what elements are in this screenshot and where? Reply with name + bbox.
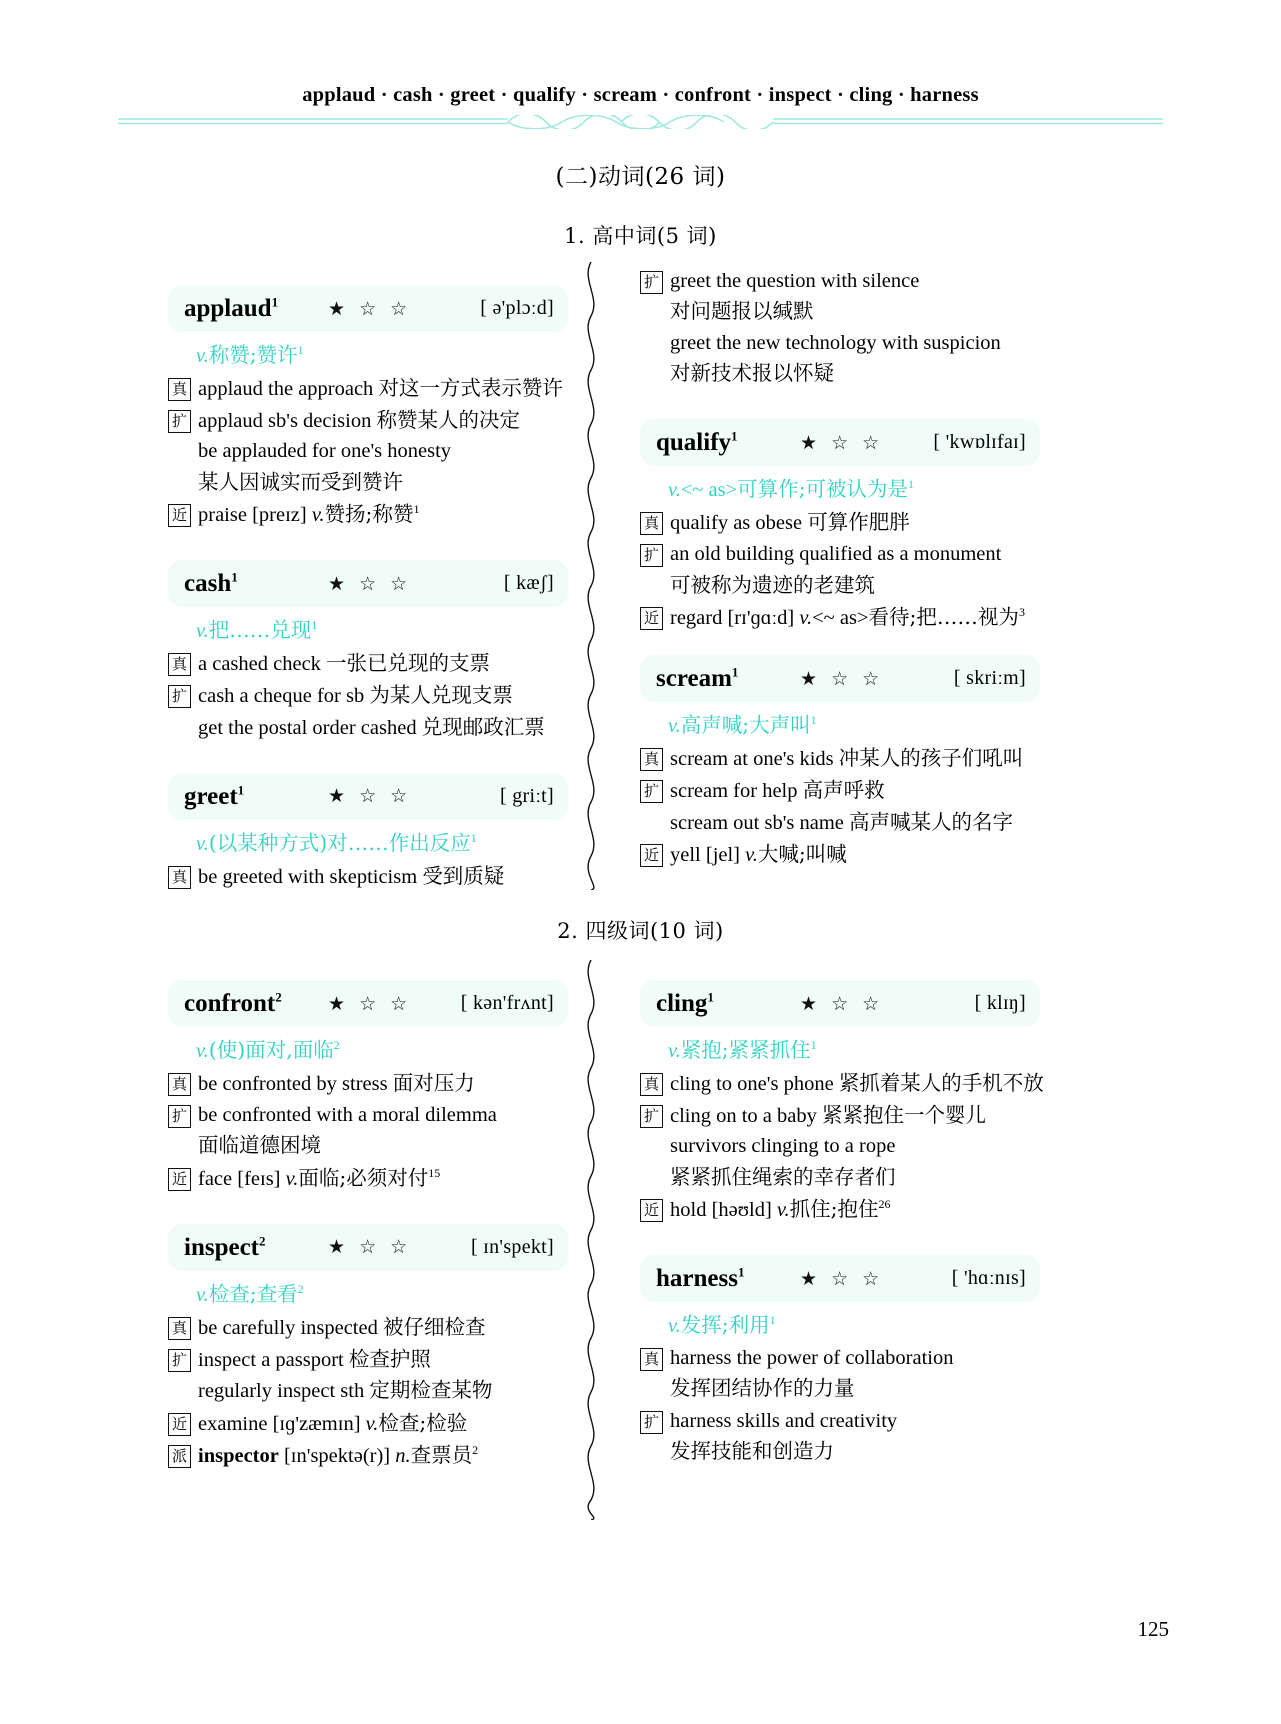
left-column-bottom: [168, 980, 568, 1471]
phonetic-cash: [ kæʃ]: [503, 572, 554, 595]
entry-applaud: [168, 285, 568, 530]
headword-harness: harness$^1$: [656, 1264, 745, 1293]
phonetic-confront: [ kən'frʌnt]: [460, 992, 554, 1014]
headword-cling: cling$^1$: [656, 989, 714, 1017]
right-column-bottom: [640, 980, 1044, 1467]
star-rating: ★ ☆ ☆: [328, 1236, 412, 1259]
entry-scream: [640, 655, 1040, 870]
example-row: 近 hold [həʊld] v.抓住;抱住$^{26}$: [640, 1194, 1040, 1225]
tag-extend-icon: 扩: [640, 271, 663, 294]
example-row: 近 examine [ɪɡ'zæmɪn] v.检查;检验: [168, 1408, 568, 1439]
tag-extend-icon: 扩: [168, 410, 191, 433]
example-row: 真 cling to one's phone 紧抓着某人的手机不放: [640, 1068, 1040, 1099]
entry-confront: [168, 980, 568, 1194]
entry-cling: [640, 980, 1044, 1225]
tag-real-icon: 真: [640, 1073, 663, 1096]
phonetic-qualify: [ 'kwɒlɪfaɪ]: [933, 431, 1026, 454]
example-row: 扩 applaud sb's decision 称赞某人的决定 be applauded for one's honesty 某人因诚实而受到赞许: [168, 405, 568, 498]
phonetic-applaud: [ ə'plɔːd]: [480, 297, 554, 319]
entry-header-greet[interactable]: [168, 773, 568, 820]
right-column-top: [640, 265, 1040, 870]
example-row: 真 a cashed check 一张已兑现的支票: [168, 648, 568, 679]
entry-header-qualify[interactable]: [640, 419, 1040, 466]
star-rating: ★ ☆ ☆: [328, 785, 412, 808]
example-row: 扩 greet the question with silence 对问题报以缄默 greet the new technology with suspicion 对新技术报以怀疑: [640, 266, 1040, 389]
example-row: 近 regard [rɪ'ɡɑːd] v.<~ as>看待;把……视为$^3$: [640, 602, 1040, 633]
headword-applaud: applaud$^1$: [184, 294, 279, 322]
tag-extend-icon: 扩: [640, 1411, 663, 1434]
example-row: 真 be greeted with skepticism 受到质疑: [168, 861, 568, 892]
tag-near-icon: 近: [168, 1168, 191, 1191]
phonetic-greet: [ griːt]: [499, 784, 554, 807]
example-row: 近 praise [preɪz] v.赞扬;称赞$^1$: [168, 499, 568, 530]
subsection-title-2: 2. 四级词(10 词): [557, 919, 724, 943]
column-separator-top: [578, 262, 604, 895]
headword-qualify: qualify$^1$: [656, 428, 738, 457]
page-number: 125: [1137, 1617, 1169, 1641]
phonetic-inspect: [ ɪn'spekt]: [471, 1235, 554, 1258]
definition-greet: v.(以某种方式)对……作出反应$^1$: [196, 830, 477, 855]
tag-near-icon: 近: [168, 504, 191, 527]
tag-extend-icon: 扩: [168, 1349, 191, 1372]
example-row: 真 be confronted by stress 面对压力: [168, 1068, 568, 1099]
tag-real-icon: 真: [168, 653, 191, 676]
star-rating: ★ ☆ ☆: [800, 992, 884, 1015]
entry-header-cash[interactable]: [168, 560, 568, 607]
entry-cash: [168, 560, 568, 743]
entry-header-confront[interactable]: [168, 980, 568, 1027]
tag-real-icon: 真: [168, 378, 191, 401]
phonetic-harness: [ 'hɑːnɪs]: [951, 1267, 1026, 1290]
example-row: 扩 scream for help 高声呼救 scream out sb's name 高声喊某人的名字: [640, 775, 1040, 838]
example-row: 扩 harness skills and creativity 发挥技能和创造力: [640, 1406, 1040, 1468]
tag-real-icon: 真: [168, 1073, 191, 1096]
entry-header-inspect[interactable]: [168, 1224, 568, 1271]
example-row: 近 face [feɪs] v.面临;必须对付$^{15}$: [168, 1163, 568, 1194]
example-row: 扩 inspect a passport 检查护照 regularly inspect sth 定期检查某物: [168, 1344, 568, 1407]
example-row: 真 scream at one's kids 冲某人的孩子们吼叫: [640, 743, 1040, 774]
tag-real-icon: 真: [168, 866, 191, 889]
example-row: 真 harness the power of collaboration 发挥团结协作的力量: [640, 1343, 1040, 1405]
example-row: 扩 cash a cheque for sb 为某人兑现支票 get the postal order cashed 兑现邮政汇票: [168, 680, 568, 743]
definition-harness: v.发挥;利用$^1$: [668, 1313, 776, 1338]
tag-real-icon: 真: [640, 748, 663, 771]
definition-scream: v.高声喊;大声叫$^1$: [668, 713, 817, 738]
definition-inspect: v.检查;查看$^2$: [196, 1281, 304, 1306]
definition-confront: v.(使)面对,面临$^2$: [196, 1038, 340, 1062]
subsection-title-1: 1. 高中词(5 词): [564, 224, 717, 248]
entry-header-applaud[interactable]: [168, 285, 568, 332]
example-row: 真 qualify as obese 可算作肥胖: [640, 507, 1040, 538]
tag-near-icon: 近: [640, 607, 663, 630]
column-separator-bottom: [578, 960, 604, 1525]
section-title: (二)动词(26 词): [555, 164, 726, 190]
left-column-top: [168, 285, 568, 892]
tag-real-icon: 真: [168, 1317, 191, 1340]
headword-scream: scream$^1$: [656, 664, 739, 693]
entry-qualify: [640, 419, 1040, 633]
tag-extend-icon: 扩: [640, 780, 663, 803]
definition-qualify: v.<~ as>可算作;可被认为是$^1$: [668, 477, 915, 502]
tag-near-icon: 近: [640, 844, 663, 867]
tag-extend-icon: 扩: [640, 544, 663, 567]
tag-extend-icon: 扩: [168, 1105, 191, 1128]
tag-real-icon: 真: [640, 1348, 663, 1371]
tag-near-icon: 近: [640, 1199, 663, 1222]
star-rating: ★ ☆ ☆: [800, 431, 884, 454]
star-rating: ★ ☆ ☆: [328, 572, 412, 595]
star-rating: ★ ☆ ☆: [328, 992, 412, 1015]
example-row: 扩 be confronted with a moral dilemma 面临道德困境: [168, 1100, 568, 1162]
headword-greet: greet$^1$: [184, 782, 245, 810]
header-word-list: applaud · cash · greet · qualify · scream · confront · inspect · cling · harness: [302, 84, 979, 106]
example-row: 派 inspector [ɪn'spektə(r)] n.查票员$^2$: [168, 1440, 568, 1471]
example-row: 真 applaud the approach 对这一方式表示赞许: [168, 373, 568, 404]
phonetic-scream: [ skriːm]: [953, 667, 1026, 690]
definition-cash: v.把……兑现$^1$: [196, 618, 318, 643]
star-rating: ★ ☆ ☆: [800, 667, 884, 690]
tag-derive-icon: 派: [168, 1445, 191, 1468]
entry-harness: [640, 1255, 1040, 1467]
star-rating: ★ ☆ ☆: [328, 297, 412, 320]
entry-header-scream[interactable]: [640, 655, 1040, 702]
example-row: 近 yell [jel] v.大喊;叫喊: [640, 839, 1040, 870]
example-row: 扩 cling on to a baby 紧紧抱住一个婴儿 survivors clinging to a rope 紧紧抓住绳索的幸存者们: [640, 1100, 1040, 1193]
entry-header-harness[interactable]: [640, 1255, 1040, 1302]
entry-greet: [168, 773, 568, 892]
headword-cash: cash$^1$: [184, 569, 238, 598]
tag-real-icon: 真: [640, 512, 663, 535]
tag-near-icon: 近: [168, 1413, 191, 1436]
definition-cling: v.紧抱;紧紧抓住$^1$: [668, 1038, 817, 1062]
headword-inspect: inspect$^2$: [184, 1233, 266, 1261]
tag-extend-icon: 扩: [168, 685, 191, 708]
star-rating: ★ ☆ ☆: [800, 1267, 884, 1290]
example-row: 扩 an old building qualified as a monument 可被称为遗迹的老建筑: [640, 539, 1040, 601]
header-decorative-rule: [118, 115, 1163, 129]
running-header: [0, 84, 1281, 107]
entry-header-cling[interactable]: [640, 980, 1040, 1027]
entry-inspect: [168, 1224, 568, 1471]
headword-confront: confront$^2$: [184, 989, 282, 1017]
example-row: 真 be carefully inspected 被仔细检查: [168, 1312, 568, 1343]
entry-greet-continued: [640, 266, 1040, 389]
tag-extend-icon: 扩: [640, 1105, 663, 1128]
definition-applaud: v.称赞;赞许$^1$: [196, 343, 304, 367]
phonetic-cling: [ klɪŋ]: [974, 992, 1026, 1014]
